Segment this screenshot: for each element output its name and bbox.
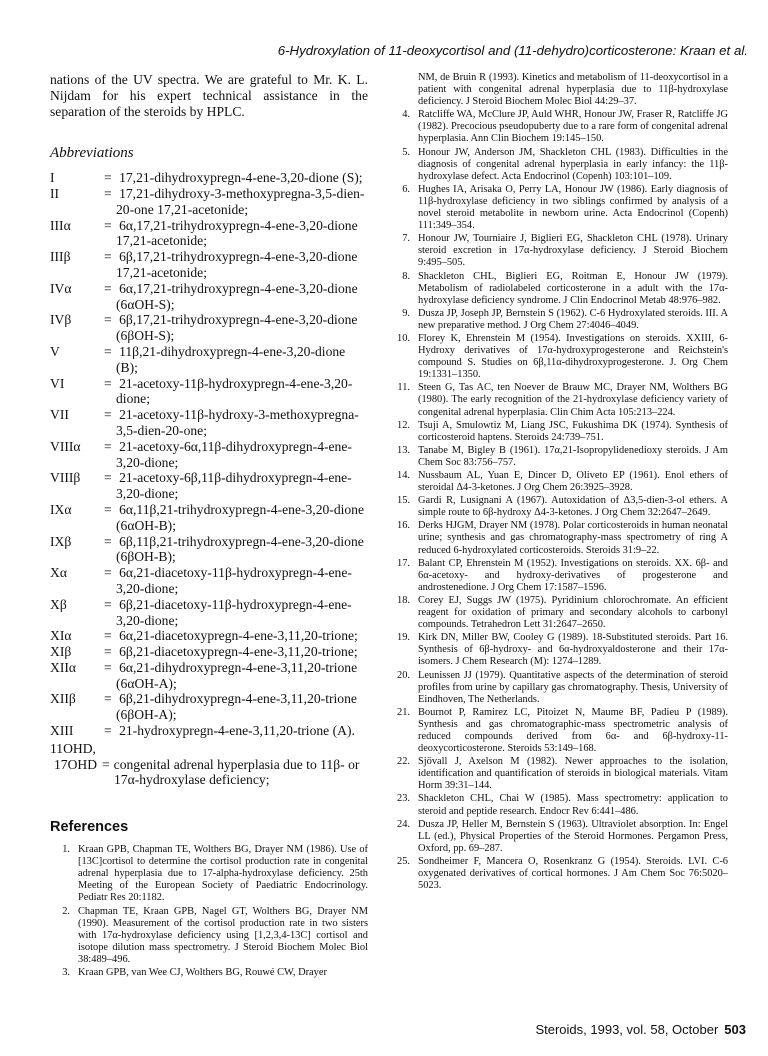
reference-text: Florey K, Ehrenstein M (1954). Investigations on steroids. XXIII, 6-Hydroxy derivatives of 17α-hydroxyprogesterone and Reichstein's compound S. Studies on 6β,11α-dihydroxyprogesterone. J. Org Chem 19:1331–1350. bbox=[418, 332, 728, 381]
reference-number: 14. bbox=[397, 470, 410, 481]
abbreviation-definition-text: 21-hydroxypregn-4-ene-3,11,20-trione (A). bbox=[119, 723, 355, 739]
reference-item bbox=[388, 445, 728, 469]
reference-item bbox=[50, 906, 368, 966]
abbreviation-row bbox=[50, 281, 368, 313]
abbreviation-definition: = 6α,17,21-trihydroxypregn-4-ene-3,20-dione 17,21-acetonide; bbox=[104, 217, 358, 249]
reference-number: 5. bbox=[402, 146, 410, 158]
abbreviation-definition: = 6β,21-diacetoxypregn-4-ene-3,11,20-trione; bbox=[104, 644, 358, 660]
references-list-right bbox=[388, 109, 728, 892]
abbreviation-row bbox=[50, 344, 368, 376]
abbreviation-row bbox=[50, 218, 368, 250]
reference-text: Nussbaum AL, Yuan E, Dincer D, Oliveto EP (1961). Enol ethers of steroidal Δ4-3-ketones. J Org Chem 26:3925–3928. bbox=[418, 470, 728, 494]
abbreviation-row bbox=[50, 502, 368, 534]
reference-number: 23. bbox=[397, 793, 410, 805]
reference-number: 17. bbox=[397, 557, 410, 569]
reference-text: Dusza JP, Heller M, Bernstein S (1963). Ultraviolet absorption. In: Engel LL (ed.), Physical Properties of the Steroid Hormones. Pergamon Press, Oxford, pp. 69–287. bbox=[418, 818, 728, 854]
abbreviation-definition-text: 17,21-dihydroxy-3-methoxypregna-3,5-dien-20-one 17,21-acetonide; bbox=[116, 185, 365, 217]
reference-item bbox=[388, 109, 728, 145]
reference-text: Leunissen JJ (1979). Quantitative aspects of the determination of steroid profiles from urine by capillary gas chromatography. Thesis, University of Eindhoven, The Netherlands. bbox=[418, 669, 728, 705]
reference-number: 25. bbox=[397, 855, 410, 867]
reference-number: 9. bbox=[402, 307, 410, 319]
reference-item bbox=[388, 819, 728, 855]
reference-text: Honour JW, Anderson JM, Shackleton CHL (1983). Difficulties in the diagnosis of congenital adrenal hyperplasia in early infancy: the 11β-hydroxylase defect. Acta Endocrinol (Copenh) 103:101–109. bbox=[418, 146, 728, 182]
reference-text: Derks HJGM, Drayer NM (1978). Polar corticosteroids in human neonatal urine; synthesis and gas chromatography-mass spectrometry of ring A reduced 6-hydroxylated corticosteroids. Steroids 31:9–22. bbox=[418, 520, 728, 556]
reference-item bbox=[388, 793, 728, 817]
abbreviation-symbol: Xα bbox=[50, 565, 67, 581]
reference-number: 16. bbox=[397, 520, 410, 532]
abbreviation-symbol-line: 17OHD bbox=[54, 756, 98, 772]
reference-text: Chapman TE, Kraan GPB, Nagel GT, Wolthers BG, Drayer NM (1990). Measurement of the cortisol production rate in two sisters with 17α-hydroxylase deficiency using [1,2,3,4-13C] cortisol and isotope dilution mass spectrometry. J Steroid Biochem Molec Biol 38:489–496. bbox=[78, 905, 368, 965]
abbreviation-definition-text: 6β,21-diacetoxy-11β-hydroxypregn-4-ene-3,20-dione; bbox=[116, 596, 352, 628]
reference-continuation bbox=[388, 72, 728, 108]
abbreviation-symbol: II bbox=[50, 185, 60, 201]
abbreviation-definition-text: 6α,21-diacetoxy-11β-hydroxypregn-4-ene-3,20-dione; bbox=[116, 565, 352, 596]
abbreviation-symbol: VIIIβ bbox=[50, 470, 81, 486]
reference-text: Honour JW, Tourniaire J, Biglieri EG, Shackleton CHL (1978). Urinary steroid excretion in 17α-hydroxylase deficiency. J Steroid Biochem 9:495–505. bbox=[418, 233, 728, 269]
reference-number: 13. bbox=[397, 444, 410, 456]
reference-number: 4. bbox=[402, 109, 410, 121]
reference-number: 1. bbox=[62, 844, 70, 856]
reference-text: Sondheimer F, Mancera O, Rosenkranz G (1954). Steroids. LVI. C-6 oxygenated derivatives of cortical hormones. J Am Chem Soc 76:5020–5023. bbox=[418, 855, 728, 892]
reference-item bbox=[388, 233, 728, 269]
abbreviation-row bbox=[50, 170, 368, 186]
abbreviation-definition-text: 6β,21-diacetoxypregn-4-ene-3,11,20-trione; bbox=[119, 644, 358, 660]
reference-item bbox=[388, 495, 728, 519]
reference-text: Kraan GPB, Chapman TE, Wolthers BG, Drayer NM (1986). Use of [13C]cortisol to determine the cortisol production rate in congenital adrenal hyperplasia due to 17-alpha-hydroxylase deficiency. 25th Meeting of the European Society of Paediatric Endocrinology. Pediatr Res 20:1182. bbox=[78, 844, 368, 904]
abbreviation-definition: = 6β,11β,21-trihydroxypregn-4-ene-3,20-dione (6βOH-B); bbox=[104, 533, 364, 565]
abbreviation-symbol: XIβ bbox=[50, 644, 72, 660]
reference-item bbox=[50, 844, 368, 904]
abbreviation-definition-text: 17,21-dihydroxypregn-4-ene-3,20-dione (S); bbox=[119, 170, 363, 186]
reference-number: 19. bbox=[397, 632, 410, 644]
abbreviation-row bbox=[50, 312, 368, 344]
abbreviation-definition-text: 21-acetoxy-6α,11β-dihydroxypregn-4-ene-3,20-dione; bbox=[116, 438, 352, 470]
abbreviation-definition: = 17,21-dihydroxy-3-methoxypregna-3,5-dien-20-one 17,21-acetonide; bbox=[104, 185, 365, 217]
abbreviation-definition-text: 11β,21-dihydroxypregn-4-ene-3,20-dione (B); bbox=[116, 343, 346, 375]
reference-number: 24. bbox=[397, 818, 410, 830]
reference-number: 7. bbox=[402, 233, 410, 245]
reference-number: 20. bbox=[397, 669, 410, 681]
abbreviation-definition: = 21-acetoxy-6β,11β-dihydroxypregn-4-ene-3,20-dione; bbox=[104, 470, 352, 502]
reference-text: NM, de Bruin R (1993). Kinetics and metabolism of 11-deoxycortisol in a patient with congenital adrenal hyperplasia due to 11β-hydroxylase deficiency. J Steroid Biochem Molec Biol 44:29–37. bbox=[418, 72, 728, 108]
abbreviation-symbol: VI bbox=[50, 375, 65, 391]
reference-item bbox=[388, 333, 728, 381]
reference-item bbox=[388, 147, 728, 183]
abbreviation-definition-text: 21-acetoxy-11β-hydroxypregn-4-ene-3,20-dione; bbox=[116, 375, 353, 407]
reference-item bbox=[388, 382, 728, 418]
abbreviation-symbol: XIIβ bbox=[50, 691, 76, 707]
reference-text: Shackleton CHL, Chai W (1985). Mass spectrometry: application to steroid and peptide research. Endocr Rev 6:441–486. bbox=[418, 793, 728, 817]
abbreviation-symbol: XIα bbox=[50, 628, 72, 644]
abbreviation-definition: = 21-acetoxy-6α,11β-dihydroxypregn-4-ene-3,20-dione; bbox=[104, 438, 352, 470]
abbreviation-definition: = 6β,21-diacetoxy-11β-hydroxypregn-4-ene-3,20-dione; bbox=[104, 596, 352, 628]
abbreviation-symbol: V bbox=[50, 343, 60, 359]
acknowledgment-paragraph: nations of the UV spectra. We are grateful to Mr. K. L. Nijdam for his expert technical assistance in the separation of the steroids by HPLC. bbox=[50, 72, 368, 119]
reference-item bbox=[388, 271, 728, 307]
abbreviation-definition: = 21-acetoxy-11β-hydroxypregn-4-ene-3,20-dione; bbox=[104, 375, 353, 407]
abbreviation-definition: = 6β,17,21-trihydroxypregn-4-ene-3,20-dione 17,21-acetonide; bbox=[104, 249, 358, 280]
abbreviation-symbol: IIIα bbox=[50, 217, 71, 233]
reference-text: Ratcliffe WA, McClure JP, Auld WHR, Honour JW, Fraser R, Ratcliffe JG (1982). Precocious pseudopuberty due to a rare form of congenital adrenal hyperplasia. Ann Clin Biochem 19:145–150. bbox=[418, 109, 728, 145]
abbreviation-symbol: VII bbox=[50, 407, 69, 423]
abbreviation-definition: = 6α,11β,21-trihydroxypregn-4-ene-3,20-dione (6αOH-B); bbox=[104, 501, 365, 533]
reference-number: 11. bbox=[397, 382, 410, 394]
abbreviation-definition-text: 6β,17,21-trihydroxypregn-4-ene-3,20-dione 17,21-acetonide; bbox=[116, 249, 358, 280]
reference-item bbox=[388, 308, 728, 332]
abbreviation-row bbox=[50, 644, 368, 660]
reference-text: Shackleton CHL, Biglieri EG, Roitman E, Honour JW (1979). Metabolism of radiolabeled corticosterone in a adult with the 17α-hydroxylase deficiency syndrome. J Clin Endocrinol Metab 48:976–982. bbox=[418, 270, 728, 306]
page-number: 503 bbox=[724, 1022, 746, 1037]
page-footer bbox=[535, 1022, 746, 1037]
abbreviation-symbol: IIIβ bbox=[50, 249, 71, 265]
reference-item bbox=[50, 967, 368, 979]
abbreviation-row bbox=[50, 723, 368, 739]
abbreviation-definition: = 6β,17,21-trihydroxypregn-4-ene-3,20-dione (6βOH-S); bbox=[104, 312, 358, 344]
abbreviation-symbol: XIII bbox=[50, 723, 74, 739]
abbreviation-row-ohd bbox=[50, 741, 368, 788]
reference-text: Steen G, Tas AC, ten Noever de Brauw MC, Drayer NM, Wolthers BG (1980). The early recognition of the 21-hydroxylase deficiency variety of congenital adrenal hyperplasia. Clin Chim Acta 105:213–224. bbox=[418, 382, 728, 418]
abbreviation-definition-text: 6α,17,21-trihydroxypregn-4-ene-3,20-dione (6αOH-S); bbox=[116, 280, 358, 312]
abbreviation-row bbox=[50, 534, 368, 566]
reference-text: Kirk DN, Miller BW, Cooley G (1989). 18-Substituted steroids. Part 16. Synthesis of 6β-hydroxy- and 6α-hydroxyaldosterone and their 17α-isomers. J Chem Research (M): 1274–1289. bbox=[418, 632, 728, 668]
abbreviation-definition-text: 21-acetoxy-11β-hydroxy-3-methoxypregna-3,5-dien-20-one; bbox=[116, 407, 359, 438]
reference-text: Bournot P, Ramirez LC, Pitoizet N, Maume BF, Padieu P (1989). Synthesis and gas chromatographic-mass spectrometric analysis of reduced compounds derived from 6α- and 6β-hydroxy-11-deoxycorticosterone. Steroids 53:149–168. bbox=[418, 706, 728, 755]
reference-item bbox=[388, 184, 728, 232]
reference-item bbox=[388, 595, 728, 631]
reference-text: Sjövall J, Axelson M (1982). Newer approaches to the isolation, identification and quantification of steroids in biological materials. Vitam Horm 39:31–144. bbox=[418, 756, 728, 792]
abbreviation-definition: = 6α,21-diacetoxypregn-4-ene-3,11,20-trione; bbox=[104, 628, 358, 644]
reference-item bbox=[388, 420, 728, 444]
reference-item bbox=[388, 632, 728, 668]
abbreviation-symbol: IXα bbox=[50, 501, 72, 517]
abbreviation-definition: = 6α,17,21-trihydroxypregn-4-ene-3,20-dione (6αOH-S); bbox=[104, 280, 358, 312]
abbreviations-heading: Abbreviations bbox=[50, 145, 134, 162]
reference-item bbox=[388, 856, 728, 892]
references-list-left bbox=[50, 844, 368, 979]
reference-number: 18. bbox=[397, 594, 410, 606]
abbreviation-definition-text: 6β,21-dihydroxypregn-4-ene-3,11,20-trione (6βOH-A); bbox=[116, 691, 357, 723]
abbreviation-symbol: IVα bbox=[50, 280, 72, 296]
abbreviation-definition-text: 6α,11β,21-trihydroxypregn-4-ene-3,20-dione (6αOH-B); bbox=[116, 501, 365, 533]
abbreviation-row bbox=[50, 597, 368, 629]
reference-text: Hughes IA, Arisaka O, Perry LA, Honour JW (1986). Early diagnosis of 11β-hydroxylase deficiency in two siblings confirmed by analysis of a novel steroid metabolite in newborn urine. Acta Endocrinol (Copenh) 111:349–354. bbox=[418, 183, 728, 232]
reference-item bbox=[388, 670, 728, 706]
abbreviation-symbol: I bbox=[50, 170, 55, 186]
abbreviation-symbol: Xβ bbox=[50, 596, 67, 612]
reference-text: Gardi R, Lusignani A (1967). Autoxidation of Δ3,5-dien-3-ol ethers. A simple route to 6β-hydroxy Δ4-3-ketones. J Org Chem 32:2647–2649. bbox=[418, 495, 728, 519]
reference-number: 21. bbox=[397, 706, 410, 718]
abbreviation-definition: = 11β,21-dihydroxypregn-4-ene-3,20-dione (B); bbox=[104, 343, 346, 375]
abbreviation-definition: = congenital adrenal hyperplasia due to 11β- or 17α-hydroxylase deficiency; bbox=[102, 756, 360, 788]
abbreviation-row bbox=[50, 470, 368, 502]
reference-text: Dusza JP, Joseph JP, Bernstein S (1962). C-6 Hydroxylated steroids. III. A new preparative method. J Org Chem 27:4046–4049. bbox=[418, 307, 728, 331]
abbreviation-row bbox=[50, 660, 368, 692]
abbreviation-row bbox=[50, 439, 368, 471]
abbreviation-symbol: IXβ bbox=[50, 533, 72, 549]
reference-number: 15. bbox=[397, 495, 410, 507]
journal-citation: Steroids, 1993, vol. 58, October bbox=[535, 1022, 719, 1037]
abbreviation-symbol: IVβ bbox=[50, 312, 72, 328]
reference-text: Kraan GPB, van Wee CJ, Wolthers BG, Rouwé CW, Drayer bbox=[78, 967, 327, 978]
references-heading: References bbox=[50, 819, 129, 836]
abbreviation-definition: = 6β,21-dihydroxypregn-4-ene-3,11,20-trione (6βOH-A); bbox=[104, 691, 357, 723]
abbreviation-row bbox=[50, 249, 368, 281]
abbreviation-definition-text: 6α,21-diacetoxypregn-4-ene-3,11,20-trione; bbox=[119, 628, 358, 644]
abbreviations-list bbox=[50, 170, 368, 739]
abbreviation-row bbox=[50, 691, 368, 723]
reference-text: Balant CP, Ehrenstein M (1952). Investigations on steroids. XX. 6β- and 6α-acetoxy- and hydroxy-derivatives of progesterone and androstenedione. J Org Chem 17:1587–1596. bbox=[418, 557, 728, 593]
reference-number: 22. bbox=[397, 756, 410, 768]
abbreviation-definition: = 6α,21-dihydroxypregn-4-ene-3,11,20-trione (6αOH-A); bbox=[104, 659, 358, 691]
abbreviation-definition: = 21-hydroxypregn-4-ene-3,11,20-trione (A). bbox=[104, 723, 355, 739]
abbreviation-row bbox=[50, 186, 368, 218]
abbreviation-definition-text: congenital adrenal hyperplasia due to 11β- or 17α-hydroxylase deficiency; bbox=[113, 756, 360, 788]
left-column bbox=[50, 72, 368, 980]
reference-number: 6. bbox=[402, 183, 410, 195]
right-column bbox=[388, 72, 728, 893]
reference-number: 3. bbox=[62, 967, 70, 978]
abbreviation-symbol-line: 11OHD, bbox=[50, 740, 96, 756]
reference-number: 8. bbox=[402, 270, 410, 282]
abbreviation-definition: = 21-acetoxy-11β-hydroxy-3-methoxypregna-3,5-dien-20-one; bbox=[104, 407, 359, 438]
abbreviation-row bbox=[50, 407, 368, 439]
reference-number: 12. bbox=[397, 419, 410, 431]
reference-item bbox=[388, 520, 728, 556]
abbreviation-definition: = 17,21-dihydroxypregn-4-ene-3,20-dione (S); bbox=[104, 170, 363, 186]
abbreviation-definition-text: 6β,17,21-trihydroxypregn-4-ene-3,20-dione (6βOH-S); bbox=[116, 312, 358, 344]
abbreviation-row bbox=[50, 376, 368, 408]
running-header: 6-Hydroxylation of 11-deoxycortisol and (11-dehydro)corticosterone: Kraan et al. bbox=[277, 43, 748, 58]
reference-text: Tanabe M, Bigley B (1961). 17α,21-Isopropylidenedioxy steroids. J Am Chem Soc 83:756–757. bbox=[418, 444, 728, 468]
abbreviation-definition: = 6α,21-diacetoxy-11β-hydroxypregn-4-ene-3,20-dione; bbox=[104, 565, 352, 596]
reference-item bbox=[388, 707, 728, 755]
reference-number: 10. bbox=[397, 332, 410, 344]
abbreviation-definition-text: 21-acetoxy-6β,11β-dihydroxypregn-4-ene-3,20-dione; bbox=[116, 470, 352, 502]
abbreviation-definition-text: 6α,17,21-trihydroxypregn-4-ene-3,20-dione 17,21-acetonide; bbox=[116, 217, 358, 249]
abbreviation-row bbox=[50, 565, 368, 597]
reference-item bbox=[388, 558, 728, 594]
reference-item bbox=[388, 756, 728, 792]
reference-number: 2. bbox=[62, 905, 70, 917]
reference-text: Tsuji A, Smulowtiz M, Liang JSC, Fukushima DK (1974). Synthesis of corticosteroid haptens. Steroids 24:739–751. bbox=[418, 419, 728, 443]
reference-text: Corey EJ, Suggs JW (1975). Pyridinium chlorochromate. An efficient reagent for oxidation of primary and secondary alcohols to carbonyl compounds. Tetrahedron Lett 31:2647–2650. bbox=[418, 594, 728, 631]
abbreviation-row bbox=[50, 628, 368, 644]
abbreviation-symbol: VIIIα bbox=[50, 438, 81, 454]
abbreviation-definition-text: 6α,21-dihydroxypregn-4-ene-3,11,20-trione (6αOH-A); bbox=[116, 659, 358, 691]
reference-item bbox=[388, 470, 728, 494]
abbreviation-symbol: XIIα bbox=[50, 659, 76, 675]
abbreviation-definition-text: 6β,11β,21-trihydroxypregn-4-ene-3,20-dione (6βOH-B); bbox=[116, 533, 364, 565]
